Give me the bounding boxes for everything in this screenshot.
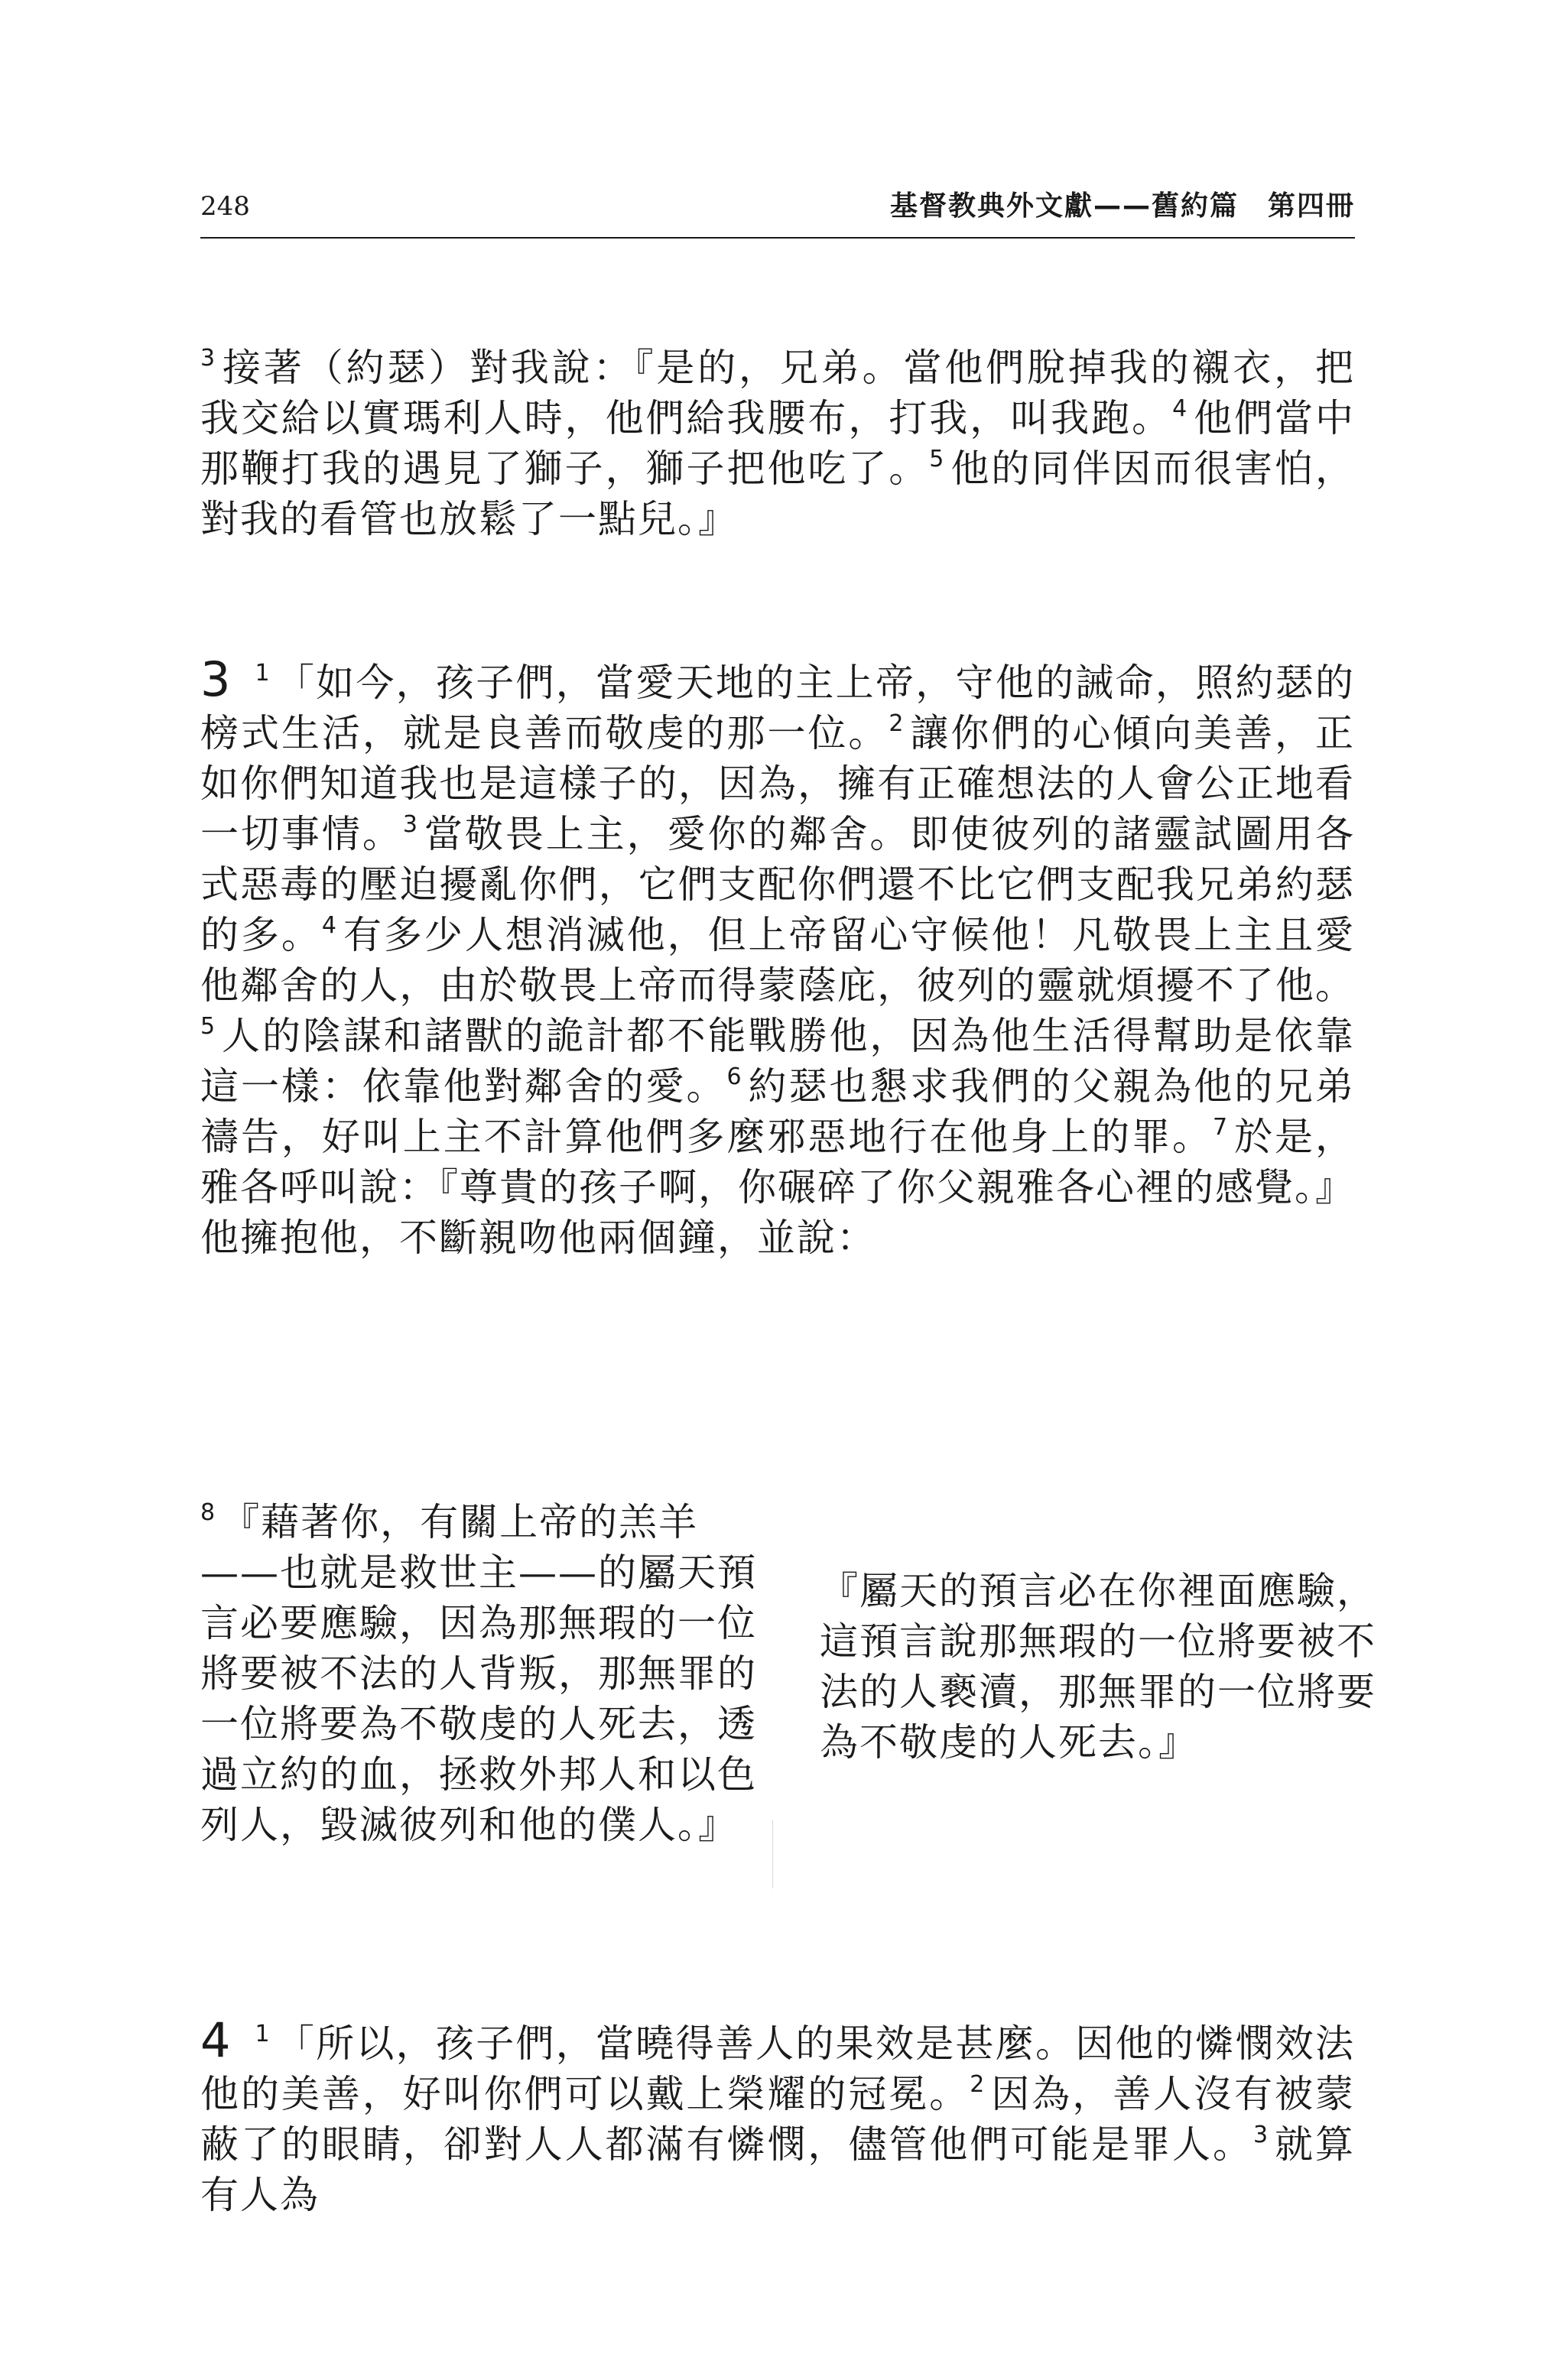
verse-number: 2 <box>889 710 905 737</box>
poem-line: 法的人褻瀆，那無罪的一位將要 <box>820 1670 1376 1714</box>
verse-number: 5 <box>200 1013 217 1040</box>
chapter-number: 3 <box>200 651 232 707</box>
poem-line: 一位將要為不敬虔的人死去，透 <box>200 1702 757 1746</box>
chapter-4-paragraph <box>200 2012 1356 2220</box>
poem-left-column <box>200 1497 757 1850</box>
verse-text: 當敬畏上主，愛你的鄰舍。即使彼列的諸靈試圖用各式惡毒的壓迫擾亂你們，它們支配你們還不比它們支配我兄弟約瑟的多。 <box>200 812 1356 957</box>
verse-text: 人的陰謀和諸獸的詭計都不能戰勝他，因為他生活得幫助是依靠這一樣：依靠他對鄰舍的愛。 <box>200 1014 1355 1109</box>
verse-number: 2 <box>970 2071 986 2098</box>
running-title: 基督教典外文獻——舊約篇 第四冊 <box>889 190 1355 222</box>
verse-text: 因為，善人沒有被蒙蔽了的眼睛，卻對人人都滿有憐憫，儘管他們可能是罪人。 <box>200 2072 1356 2167</box>
header-rule <box>200 237 1355 239</box>
poem-line: 言必要應驗，因為那無瑕的一位 <box>200 1601 757 1645</box>
poem-line: 列人，毀滅彼列和他的僕人。』 <box>200 1803 738 1847</box>
verse-text: 於是，雅各呼叫說：『尊貴的孩子啊，你碾碎了你父親雅各心裡的感覺。』他擁抱他，不斷親吻他兩個鐘，並說： <box>200 1115 1356 1260</box>
chapter-number: 4 <box>200 2012 232 2068</box>
poem-line: 這預言說那無瑕的一位將要被不 <box>820 1619 1376 1664</box>
poem-right-column <box>820 1566 1376 1768</box>
poem-line: 『屬天的預言必在你裡面應驗， <box>820 1569 1376 1613</box>
verse-text: 他的同伴因而很害怕，對我的看管也放鬆了一點兒。』 <box>200 446 1355 541</box>
verse-text: 讓你們的心傾向美善，正如你們知道我也是這樣子的，因為，擁有正確想法的人會公正地看一切事情。 <box>200 711 1356 856</box>
poem-line: 將要被不法的人背叛，那無罪的 <box>200 1651 757 1696</box>
verse-number: 8 <box>200 1499 217 1526</box>
verse-text: 「如今，孩子們，當愛天地的主上帝，守他的誡命，照約瑟的榜式生活，就是良善而敬虔的那一位。 <box>200 661 1355 755</box>
verse-number: 3 <box>200 345 217 372</box>
verse-text: 有多少人想消滅他，但上帝留心守候他！凡敬畏上主且愛他鄰舍的人，由於敬畏上帝而得蒙蔭庇，彼列的靈就煩擾不了他。 <box>200 913 1356 1008</box>
verse-number: 3 <box>402 811 419 838</box>
verse-number: 1 <box>255 2021 271 2047</box>
verse-number: 7 <box>1213 1114 1230 1141</box>
verse-text: 接著（約瑟）對我說：『是的，兄弟。當他們脫掉我的襯衣，把我交給以實瑪利人時，他們給我腰布，打我，叫我跑。 <box>200 346 1355 440</box>
verse-text: 就算有人為 <box>200 2122 1355 2217</box>
verse-number: 4 <box>321 912 338 939</box>
running-header <box>200 190 1355 239</box>
verse-text: 約瑟也懇求我們的父親為他的兄弟禱告，好叫上主不計算他們多麼邪惡地行在他身上的罪。 <box>200 1064 1356 1159</box>
poem-line: 為不敬虔的人死去。』 <box>820 1720 1198 1765</box>
verse-number: 6 <box>726 1063 743 1090</box>
column-divider <box>772 1820 773 1888</box>
poem-line: $^8$ 『藉著你，有關上帝的羔羊 <box>200 1499 699 1544</box>
poem-line: 過立約的血，拯救外邦人和以色 <box>200 1752 757 1797</box>
page-number: 248 <box>200 191 250 222</box>
verse-text: 「所以，孩子們，當曉得善人的果效是甚麼。因他的憐憫效法他的美善，好叫你們可以戴上榮耀的冠冕。 <box>200 2021 1355 2116</box>
verse-text: 他們當中那鞭打我的遇見了獅子，獅子把他吃了。 <box>200 396 1355 491</box>
verse-number: 3 <box>1252 2122 1270 2148</box>
chapter-3-paragraph <box>200 651 1356 1263</box>
verse-number: 5 <box>929 446 946 472</box>
verse-number: 4 <box>1172 395 1189 422</box>
poem-line: ——也就是救世主——的屬天預 <box>200 1550 757 1595</box>
verse-number: 1 <box>255 660 271 687</box>
paragraph-joseph-account <box>200 343 1355 544</box>
